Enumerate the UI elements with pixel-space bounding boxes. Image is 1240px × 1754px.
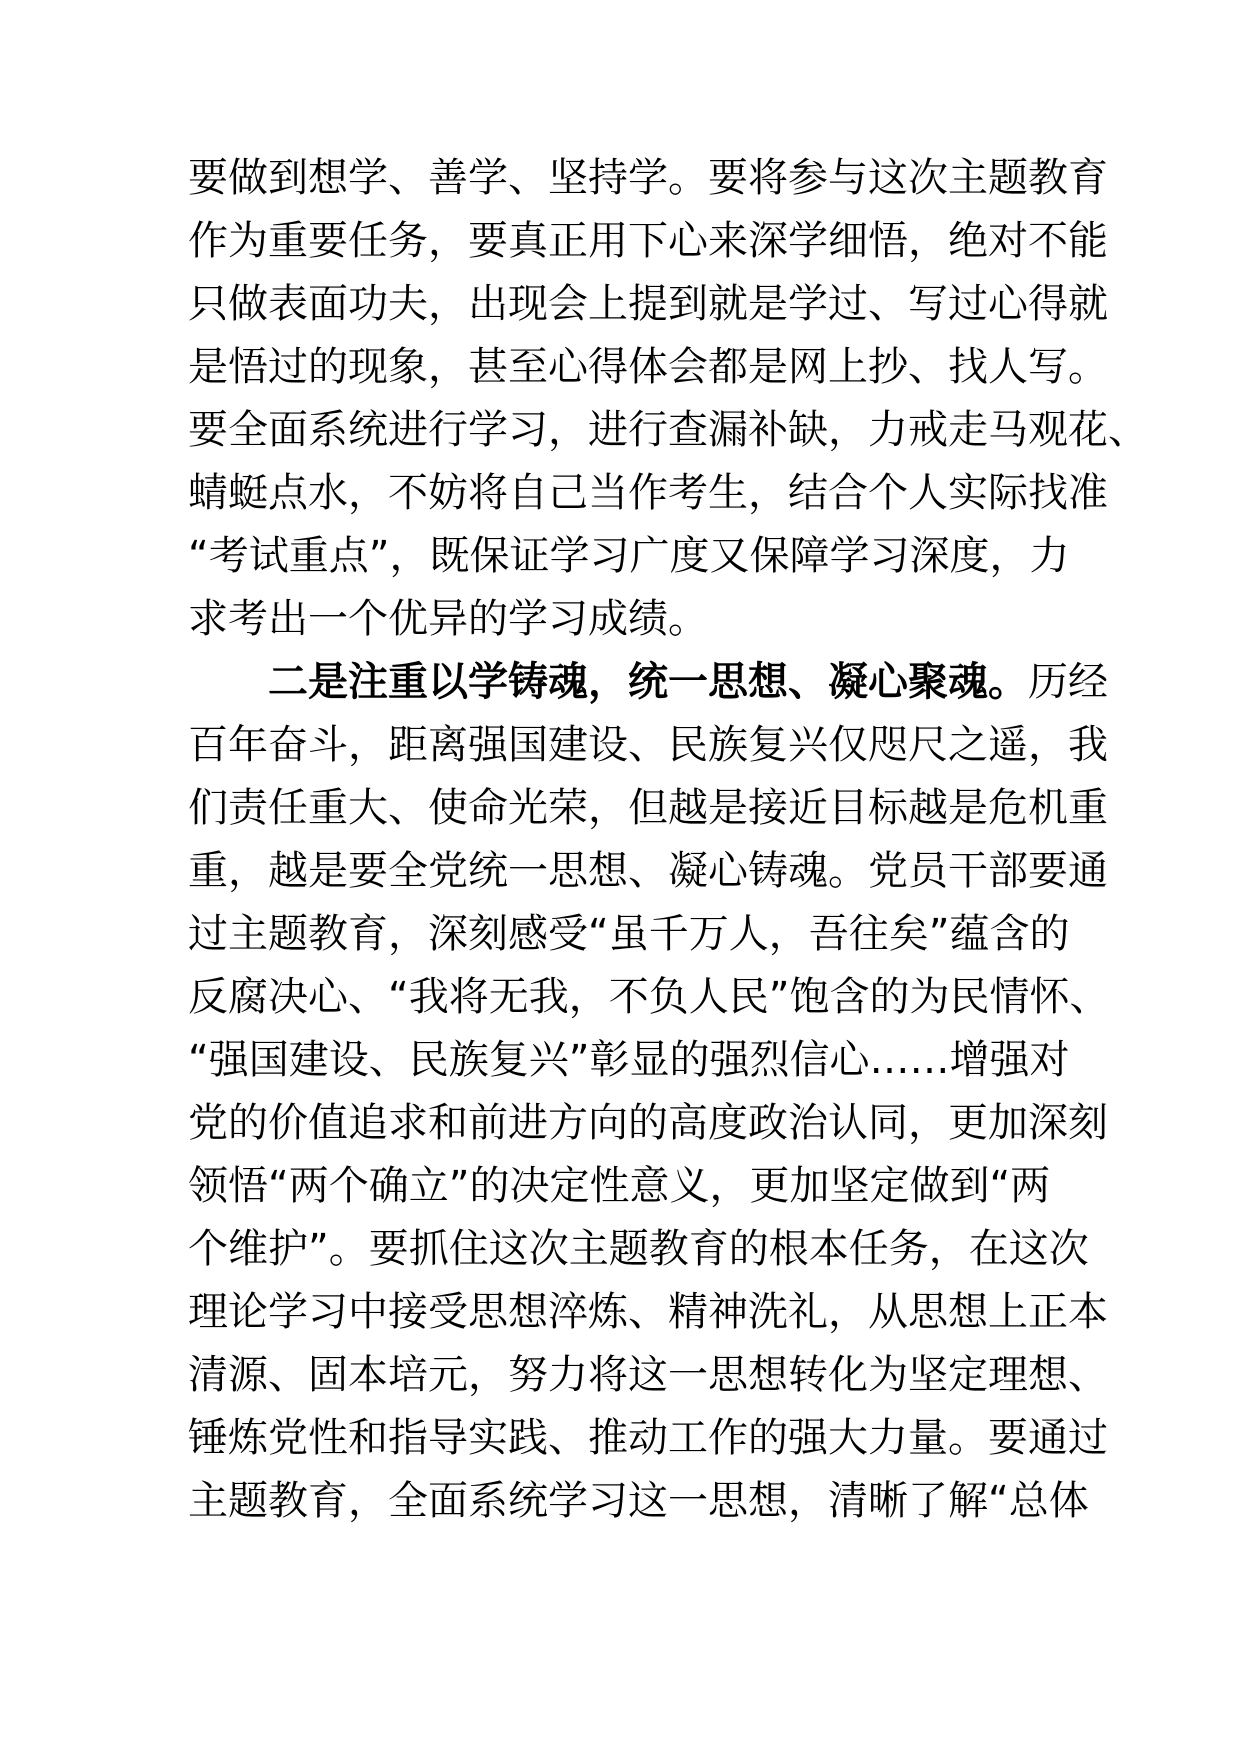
text-line: 要做到想学、善学、坚持学。要将参与这次主题教育 (188, 155, 1108, 201)
text-line: “强国建设、民族复兴”彰显的强烈信心……增强对 (188, 1037, 1070, 1083)
section-heading-line (268, 650, 1108, 714)
text-line: 是悟过的现象，甚至心得体会都是网上抄、找人写。 (188, 344, 1108, 390)
heading-continuation: 历经 (1028, 659, 1108, 705)
text-line: 锤炼党性和指导实践、推动工作的强大力量。要通过 (188, 1415, 1108, 1461)
text-line: 主题教育，全面系统学习这一思想，清晰了解“总体 (188, 1478, 1089, 1524)
text-line: 蜻蜓点水，不妨将自己当作考生，结合个人实际找准 (188, 470, 1108, 516)
text-line: 只做表面功夫，出现会上提到就是学过、写过心得就 (188, 281, 1108, 327)
text-line: 过主题教育，深刻感受“虽千万人，吾往矣”蕴含的 (188, 911, 1070, 957)
text-line: 领悟“两个确立”的决定性意义，更加坚定做到“两 (188, 1163, 1051, 1209)
text-line: 作为重要任务，要真正用下心来深学细悟，绝对不能 (188, 218, 1108, 264)
text-line: 求考出一个优异的学习成绩。 (188, 596, 708, 642)
text-line: 反腐决心、“我将无我，不负人民”饱含的为民情怀、 (188, 974, 1110, 1020)
text-line: 百年奋斗，距离强国建设、民族复兴仅咫尺之遥，我 (188, 722, 1108, 768)
text-line: 要全面系统进行学习，进行查漏补缺，力戒走马观花、 (188, 407, 1148, 453)
section-heading: 二是注重以学铸魂，统一思想、凝心聚魂。 (268, 659, 1028, 705)
text-line: 理论学习中接受思想淬炼、精神洗礼，从思想上正本 (188, 1289, 1108, 1335)
text-line: 重，越是要全党统一思想、凝心铸魂。党员干部要通 (188, 848, 1108, 894)
text-line: 个维护”。要抓住这次主题教育的根本任务，在这次 (188, 1226, 1089, 1272)
text-line: 清源、固本培元，努力将这一思想转化为坚定理想、 (188, 1352, 1108, 1398)
text-line: 党的价值追求和前进方向的高度政治认同，更加深刻 (188, 1100, 1108, 1146)
text-line: “考试重点”，既保证学习广度又保障学习深度，力 (188, 533, 1070, 579)
text-line: 们责任重大、使命光荣，但越是接近目标越是危机重 (188, 785, 1108, 831)
